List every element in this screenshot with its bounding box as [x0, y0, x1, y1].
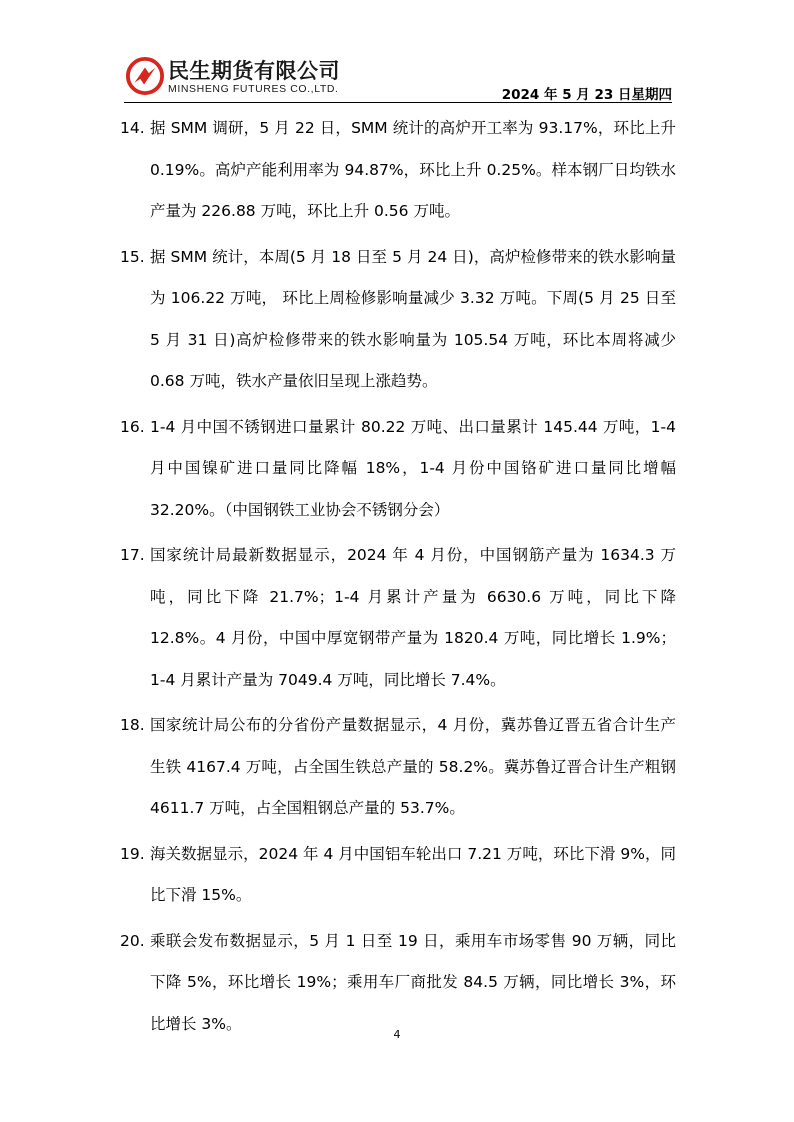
news-item-18 [120, 705, 676, 830]
item-text: 据 SMM 统计，本周(5 月 18 日至 5 月 24 日)，高炉检修带来的铁水影响量为 106.22 万吨， 环比上周检修影响量减少 3.32 万吨。下周(5 月 25 日至 5 月 31 日)高炉检修带来的铁水影响量为 105.54 万吨，环比本周将减少 0.68 万吨，铁水产量依旧呈现上涨趋势。 [150, 247, 676, 390]
item-number: 15. [120, 247, 145, 266]
item-number: 17. [120, 546, 145, 564]
header-divider [124, 102, 672, 103]
company-name-en: MINSHENG FUTURES CO.,LTD. [168, 83, 339, 95]
news-list [120, 108, 676, 1049]
item-text: 乘联会发布数据显示，5 月 1 日至 19 日，乘用车市场零售 90 万辆，同比下降 5%，环比增长 19%；乘用车厂商批发 84.5 万辆，同比增长 3%，环比增长 3%。 [150, 931, 676, 1033]
page-number: 4 [393, 1028, 401, 1041]
item-number: 19. [120, 844, 145, 863]
minsheng-logo-icon [126, 57, 164, 95]
news-item-17 [120, 535, 676, 701]
item-text: 据 SMM 调研，5 月 22 日，SMM 统计的高炉开工率为 93.17%，环比上升 0.19%。高炉产能利用率为 94.87%，环比上升 0.25%。样本钢厂日均铁水产量为 226.88 万吨，环比上升 0.56 万吨。 [150, 119, 676, 220]
page-header [124, 55, 672, 105]
item-number: 14. [120, 119, 145, 137]
item-number: 20. [120, 931, 145, 950]
report-date: 2024 年 5 月 23 日星期四 [501, 87, 672, 103]
item-text: 1-4 月中国不锈钢进口量累计 80.22 万吨、出口量累计 145.44 万吨，1-4 月中国镍矿进口量同比降幅 18%，1-4 月份中国铬矿进口量同比增幅 32.20%。（中国钢铁工业协会不锈钢分会） [150, 417, 676, 519]
company-logo [124, 55, 364, 101]
news-item-15 [120, 237, 676, 403]
news-item-16 [120, 407, 676, 532]
item-number: 18. [120, 716, 145, 734]
news-item-19 [120, 834, 676, 917]
item-text: 国家统计局公布的分省份产量数据显示，4 月份，冀苏鲁辽晋五省合计生产生铁 4167.4 万吨，占全国生铁总产量的 58.2%。冀苏鲁辽晋合计生产粗钢 4611.7 万吨，占全国粗钢总产量的 53.7%。 [150, 716, 676, 817]
item-number: 16. [120, 417, 145, 436]
news-item-14 [120, 108, 676, 233]
item-text: 海关数据显示，2024 年 4 月中国铝车轮出口 7.21 万吨，环比下滑 9%，同比下滑 15%。 [150, 844, 676, 904]
company-name-cn: 民生期货有限公司 [168, 59, 340, 83]
item-text: 国家统计局最新数据显示，2024 年 4 月份，中国钢筋产量为 1634.3 万吨，同比下降 21.7%；1-4 月累计产量为 6630.6 万吨，同比下降 12.8%。4 月份，中国中厚宽钢带产量为 1820.4 万吨，同比增长 1.9%；1-4 月累计产量为 7049.4 万吨，同比增长 7.4%。 [150, 546, 676, 689]
news-item-20 [120, 921, 676, 1046]
